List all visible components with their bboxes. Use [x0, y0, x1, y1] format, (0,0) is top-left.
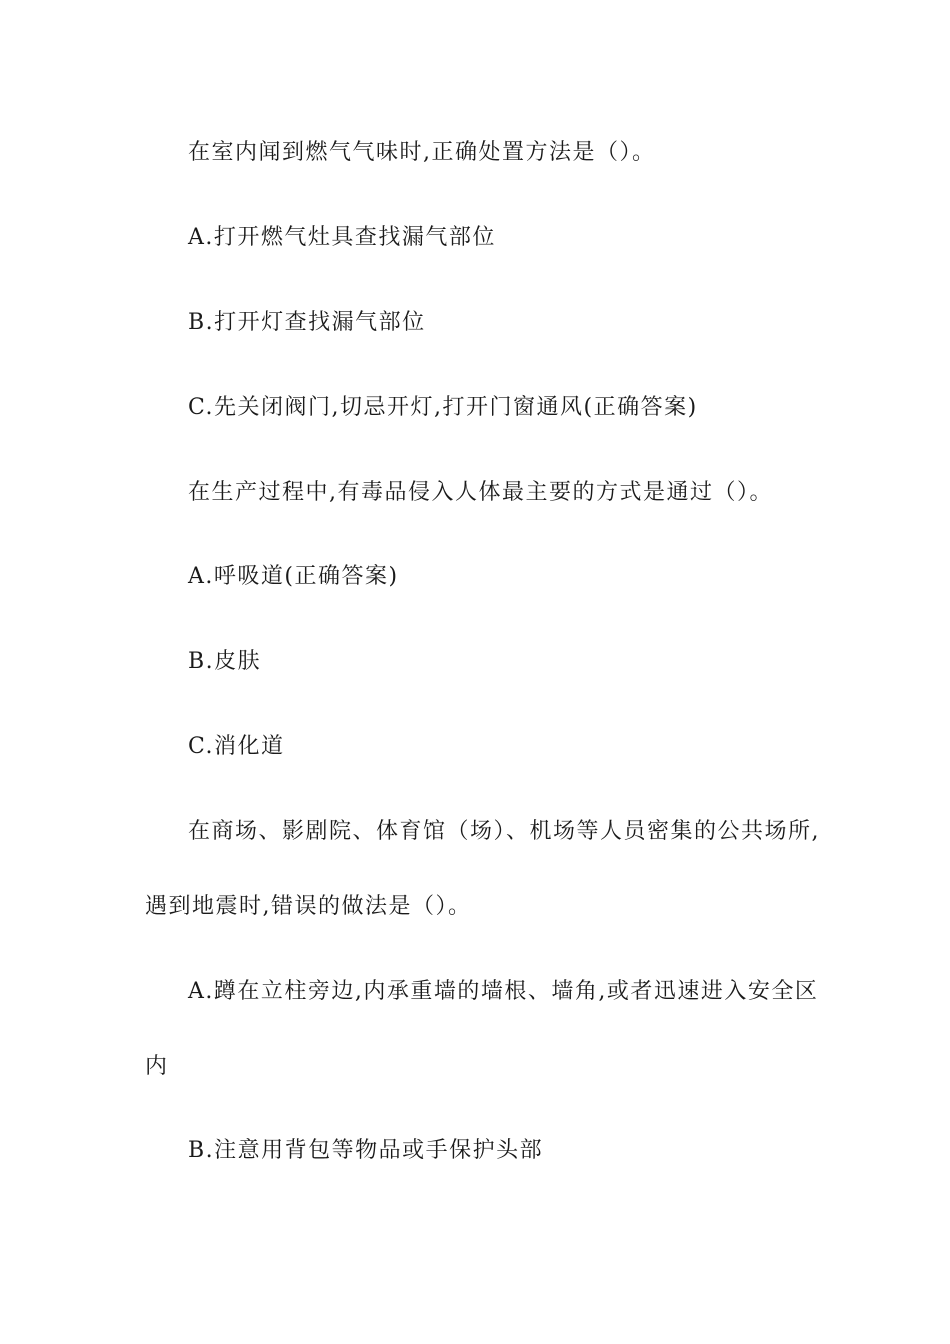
question-3-option-b: B.注意用背包等物品或手保护头部	[188, 1138, 544, 1163]
question-3-option-a-line-1: A.蹲在立柱旁边,内承重墙的墙根、墙角,或者迅速进入安全区	[188, 979, 819, 1004]
question-1-text: 在室内闻到燃气气味时,正确处置方法是（）。	[188, 140, 656, 165]
question-1-option-a: A.打开燃气灶具查找漏气部位	[188, 225, 496, 250]
question-3-option-a-line-2: 内	[145, 1054, 169, 1079]
question-1-option-b: B.打开灯查找漏气部位	[188, 310, 426, 335]
question-2-option-a: A.呼吸道(正确答案)	[188, 564, 399, 589]
question-3-text-line-1: 在商场、影剧院、体育馆（场）、机场等人员密集的公共场所,	[188, 819, 820, 844]
question-1-option-c: C.先关闭阀门,切忌开灯,打开门窗通风(正确答案)	[188, 395, 698, 420]
question-2-option-c: C.消化道	[188, 734, 285, 759]
question-2-text: 在生产过程中,有毒品侵入人体最主要的方式是通过（）。	[188, 480, 773, 505]
question-3-text-line-2: 遇到地震时,错误的做法是（）。	[145, 894, 472, 919]
question-2-option-b: B.皮肤	[188, 649, 262, 674]
